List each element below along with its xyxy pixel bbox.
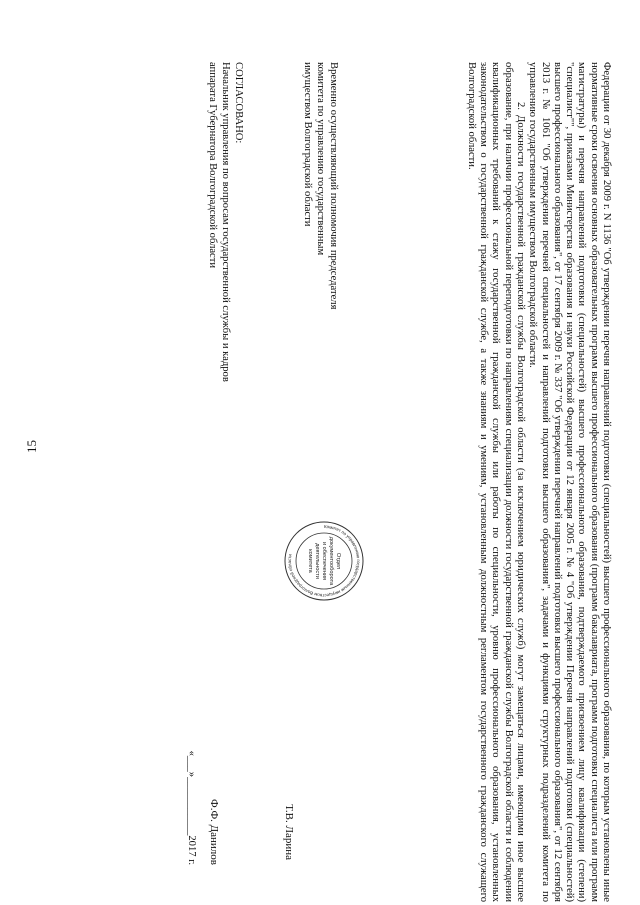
approval-block <box>206 62 245 402</box>
stamp-line-4: деятельности <box>314 543 320 579</box>
approval-position-line-2: аппарата Губернатора Волгоградской области <box>207 62 218 269</box>
body-text <box>464 62 612 902</box>
paragraph-1: Федерации от 30 декабря 2009 г. N 1136 "Об утверждении перечня направлений подготовки (специальностей) высшего профессионального образования, по которым установлены иные нормативные сроки освоения основных образовательных программ высшего профессионального образования (программ бакалавриата, программ подготовки специалиста или программ магистратуры) и перечня направлений подготовки (специальностей) высшего профессионального образования, подтверждаемого присвоением лицу квалификации (степени) "специалист"", приказами Министерства образования и науки Российской Федерации от 12 января 2005 г. № 4 "Об утверждении Перечня направлений подготовки (специальностей) высшего профессионального образования", от 17 сентября 2009 г. № 337 "Об утверждении перечней направлений подготовки высшего профессионального образования", от 12 сентября 2013 г. № 1061 "Об утверждении перечней специальностей и направлений подготовки высшего образования", задачами и функциями структурных подразделений комитета по управлению государственным имуществом Волгоградской области. <box>527 62 612 902</box>
stamp-ring-text: Комитет по управлению государственным имуществом Волгоградской области <box>286 523 362 599</box>
signer-position-line-3: имуществом Волгоградской области <box>302 62 313 227</box>
approval-date: «___»___________2017 г. <box>186 750 197 865</box>
signer-position-line-1: Временно осуществляющий полномочия председателя <box>328 62 339 310</box>
approval-name: Ф.Ф. Данилов <box>208 799 220 865</box>
stamp-line-2: документооборота <box>328 536 334 586</box>
stamp-line-3: и обеспечения <box>321 541 327 581</box>
signer-name: Т.В. Ларина <box>283 804 295 860</box>
stamp-line-1: Отдел <box>335 552 341 570</box>
paragraph-2: 2. Должности государственной гражданской службы Волгоградской области (за исключением юридических служб) могут замещаться лицами, имеющими иное высшее образование, при наличии профессиональной переподготовки по направлениям специализации должности государственной гражданской службы Волгоградской области и соблюдении квалификационных требований к стажу государственной гражданской службы или работы по специальности, уровню профессионального образования, установленных законодательством о государственной гражданской службе, а также знаниям и умениям, установленным должностным регламентом государственного гражданского служащего Волгоградской области. <box>465 62 526 902</box>
page-number: 15 <box>24 440 39 453</box>
signer-position-line-2: комитета по управлению государственным <box>315 62 326 256</box>
approval-position-line-1: Начальник управления по вопросам государственной службы и кадров <box>220 62 231 382</box>
stamp-seal <box>283 520 365 602</box>
signer-block <box>301 62 340 392</box>
approval-heading: СОГЛАСОВАНО: <box>233 62 244 144</box>
stamp-line-5: комитета <box>307 549 313 573</box>
